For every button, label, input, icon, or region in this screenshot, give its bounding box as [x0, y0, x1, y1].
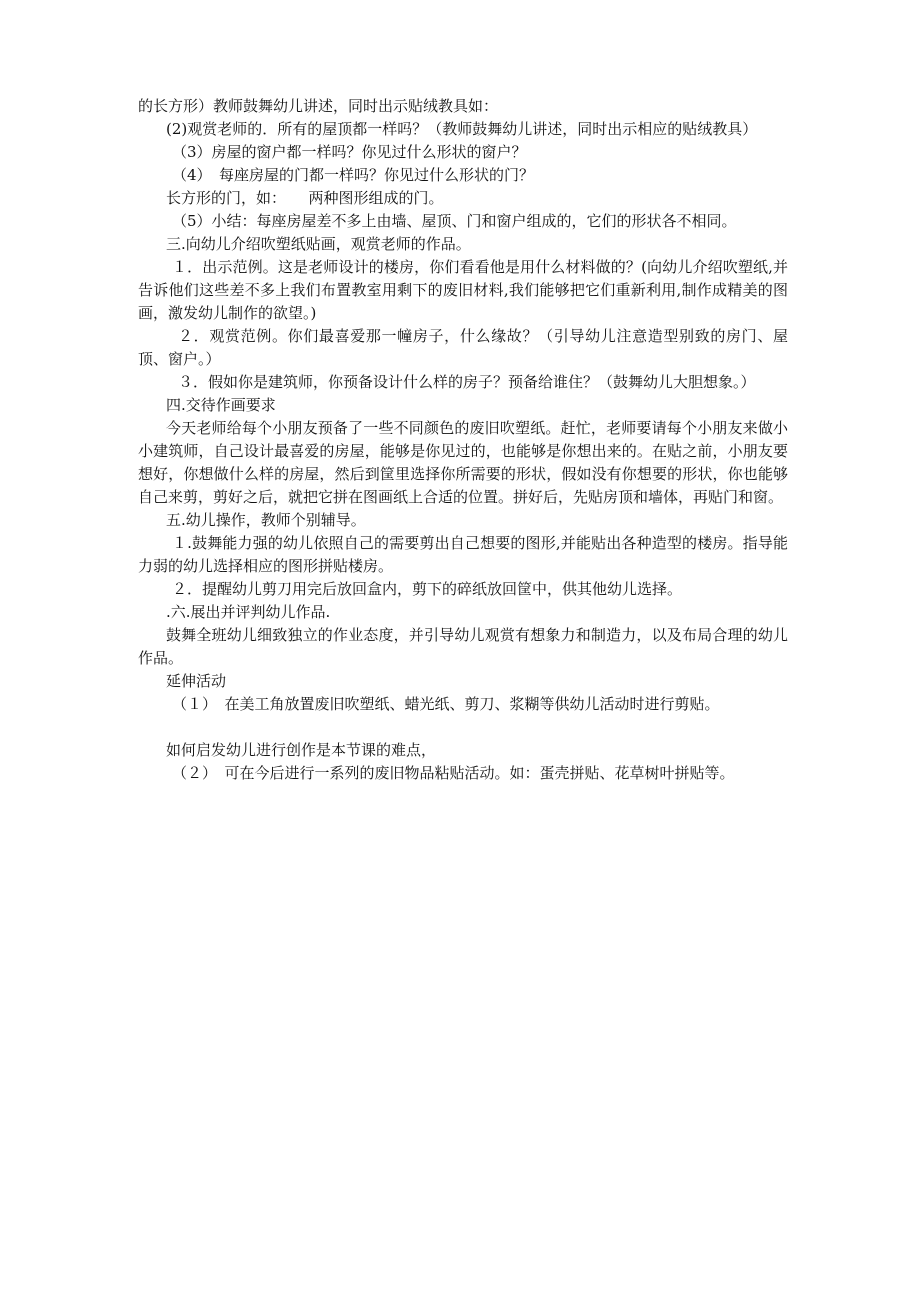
- section-heading-6: .六.展出并评判幼儿作品.: [166, 603, 331, 621]
- paragraph-scissors-reminder: ２．提醒幼儿剪刀用完后放回盒内，剪下的碎纸放回筐中，供其他幼儿选择。: [172, 580, 683, 598]
- paragraph-intro-continued: 的长方形）教师鼓舞幼儿讲述，同时出示贴绒教具如：: [138, 97, 499, 115]
- blank-line: [138, 716, 788, 739]
- paragraph-window-question: （3）房屋的窗户都一样吗？你见过什么形状的窗户？: [172, 143, 527, 161]
- document-body: [138, 95, 788, 785]
- section-heading-3: 三.向幼儿介绍吹塑纸贴画，观赏老师的作品。: [166, 235, 471, 253]
- paragraph-requirements: 今天老师给每个小朋友预备了一些不同颜色的废旧吹塑纸。赶忙，老师要请每个小朋友来做小小建筑师，自己设计最喜爱的房屋，能够是你见过的，也能够是你想出来的。在贴之前，小朋友要想好，你想做什么样的房屋，然后到筐里选择你所需要的形状，假如没有你想要的形状，你也能够自己来剪，剪好之后，就把它拼在图画纸上合适的位置。拼好后，先贴房顶和墙体，再贴门和窗。: [138, 419, 788, 506]
- paragraph-show-example: １．出示范例。这是老师设计的楼房，你们看看他是用什么材料做的？(向幼儿介绍吹塑纸,并告诉他们这些差不多上我们布置教室用剩下的废旧材料,我们能够把它们重新利用,制作成精美的图画，激发幼儿制作的欲望。): [138, 258, 788, 322]
- paragraph-strong-children: １.鼓舞能力强的幼儿依照自己的需要剪出自己想要的图形,并能贴出各种造型的楼房。指导能力弱的幼儿选择相应的图形拼贴楼房。: [138, 534, 788, 575]
- section-heading-4: 四.交待作画要求: [166, 396, 276, 414]
- paragraph-summary: （5）小结：每座房屋差不多上由墙、屋顶、门和窗户组成的，它们的形状各不相同。: [172, 212, 737, 230]
- paragraph-extension-1: （１） 在美工角放置废旧吹塑纸、蜡光纸、剪刀、浆糊等供幼儿活动时进行剪贴。: [172, 695, 720, 713]
- paragraph-rectangle-door: 长方形的门，如： 两种图形组成的门。: [166, 189, 444, 207]
- paragraph-architect-question: ３．假如你是建筑师，你预备设计什么样的房子？预备给谁住？（鼓舞幼儿大胆想象。）: [178, 373, 756, 391]
- paragraph-extension-2: （２） 可在今后进行一系列的废旧物品粘贴活动。如：蛋壳拼贴、花草树叶拼贴等。: [172, 764, 735, 782]
- paragraph-door-question: （4） 每座房屋的门都一样吗？你见过什么形状的门？: [172, 166, 535, 184]
- paragraph-appreciate-example: ２．观赏范例。你们最喜爱那一幢房子，什么缘故？（引导幼儿注意造型别致的房门、屋顶、窗户。）: [138, 327, 788, 368]
- section-heading-extension: 延伸活动: [166, 672, 227, 690]
- paragraph-roof-question: (2)观赏老师的．所有的屋顶都一样吗？（教师鼓舞幼儿讲述，同时出示相应的贴绒教具）: [166, 120, 758, 138]
- paragraph-evaluation: 鼓舞全班幼儿细致独立的作业态度，并引导幼儿观赏有想象力和制造力，以及布局合理的幼儿作品。: [138, 626, 788, 667]
- paragraph-difficulty: 如何启发幼儿进行创作是本节课的难点，: [166, 741, 437, 759]
- section-heading-5: 五.幼儿操作，教师个别辅导。: [166, 511, 366, 529]
